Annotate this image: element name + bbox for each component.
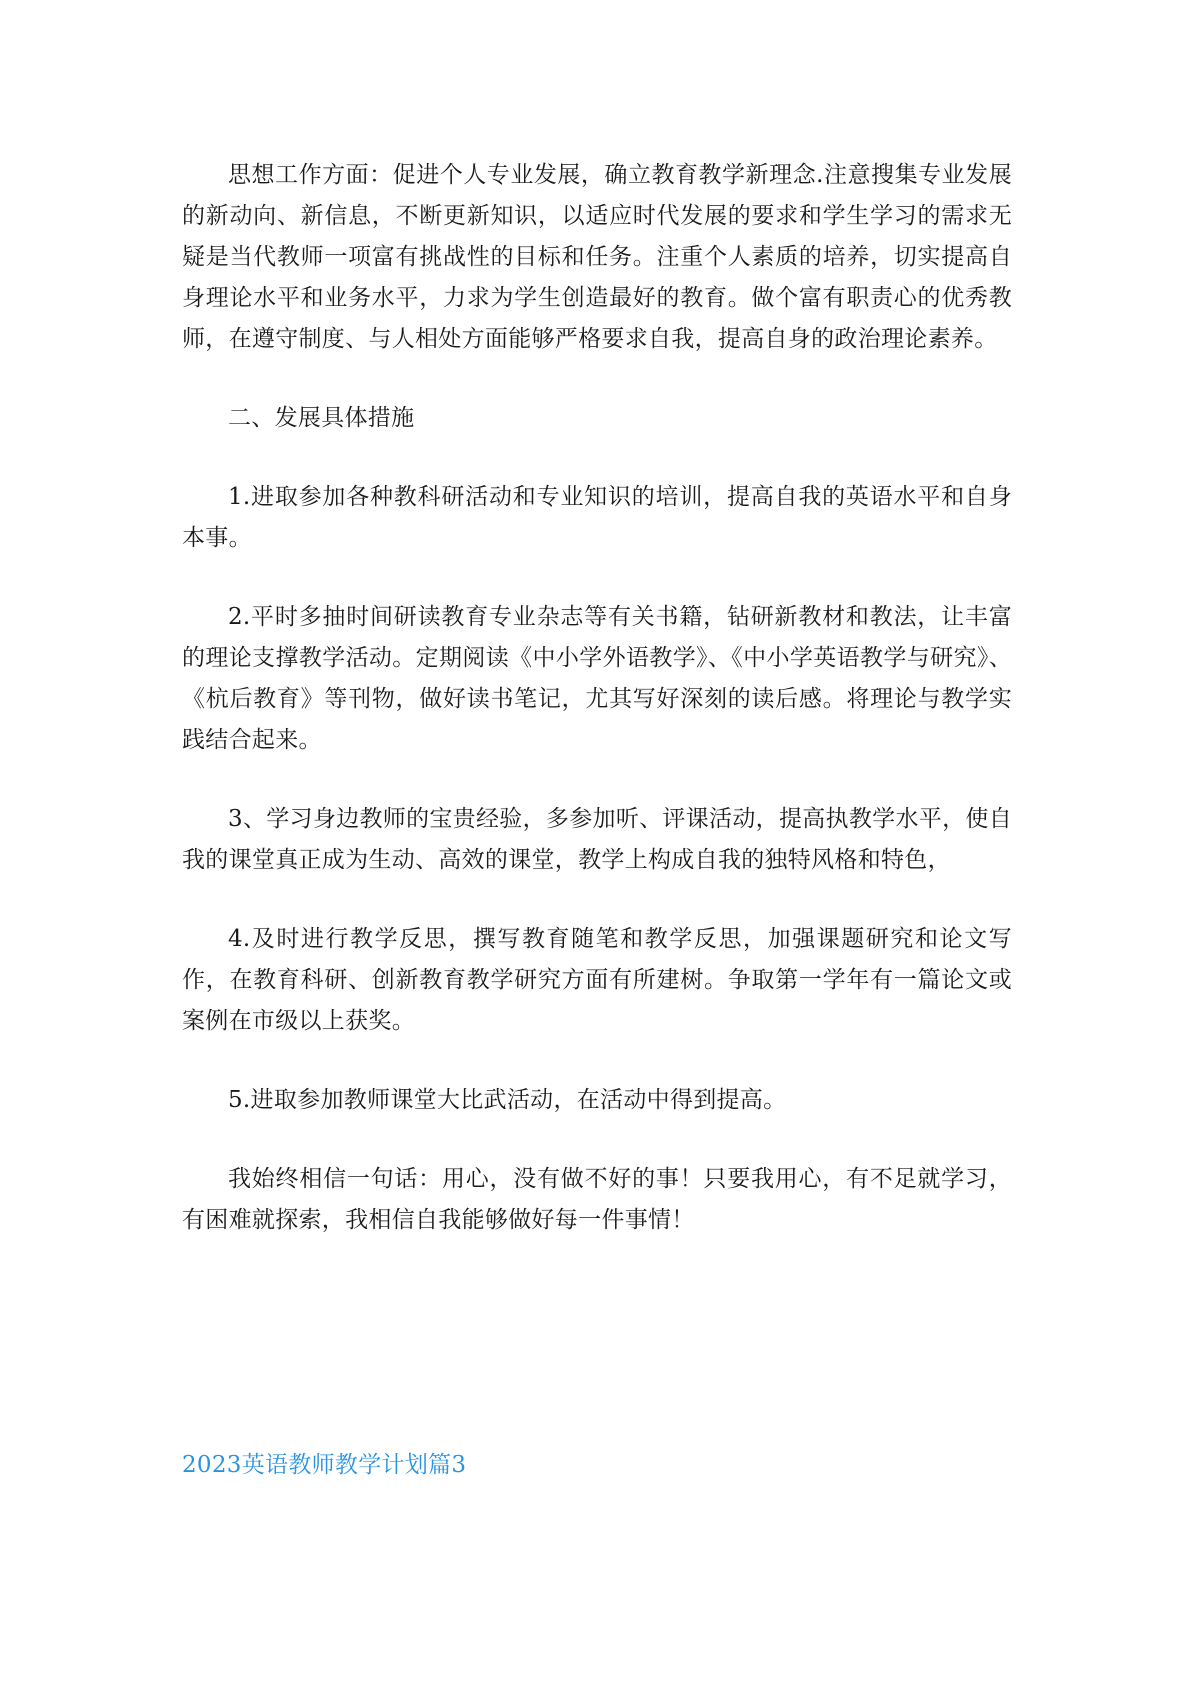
list-item-2: 2.平时多抽时间研读教育专业杂志等有关书籍，钻研新教材和教法，让丰富的理论支撑教学活动。定期阅读《中小学外语教学》、《中小学英语教学与研究》、《杭后教育》等刊物，做好读书笔记，尤其写好深刻的读后感。将理论与教学实践结合起来。 — [182, 604, 1012, 753]
next-section-link[interactable]: 2023英语教师教学计划篇3 — [182, 1452, 467, 1478]
list-item-3: 3、学习身边教师的宝贵经验，多参加听、评课活动，提高执教学水平，使自我的课堂真正成为生动、高效的课堂，教学上构成自我的独特风格和特色， — [182, 806, 1012, 873]
list-item-4: 4.及时进行教学反思，撰写教育随笔和教学反思，加强课题研究和论文写作，在教育科研、创新教育教学研究方面有所建树。争取第一学年有一篇论文或案例在市级以上获奖。 — [182, 926, 1012, 1034]
closing-paragraph: 我始终相信一句话：用心，没有做不好的事！只要我用心，有不足就学习，有困难就探索，我相信自我能够做好每一件事情！ — [182, 1166, 1012, 1233]
list-item-5: 5.进取参加教师课堂大比武活动，在活动中得到提高。 — [228, 1087, 787, 1113]
list-item-1: 1.进取参加各种教科研活动和专业知识的培训，提高自我的英语水平和自身本事。 — [182, 484, 1012, 551]
document-body — [182, 155, 1012, 1241]
section-heading-measures: 二、发展具体措施 — [228, 405, 415, 431]
paragraph-ideology-work: 思想工作方面：促进个人专业发展，确立教育教学新理念.注意搜集专业发展的新动向、新信息，不断更新知识，以适应时代发展的要求和学生学习的需求无疑是当代教师一项富有挑战性的目标和任务。注重个人素质的培养，切实提高自身理论水平和业务水平，力求为学生创造最好的教育。做个富有职责心的优秀教师，在遵守制度、与人相处方面能够严格要求自我，提高自身的政治理论素养。 — [182, 162, 1012, 352]
